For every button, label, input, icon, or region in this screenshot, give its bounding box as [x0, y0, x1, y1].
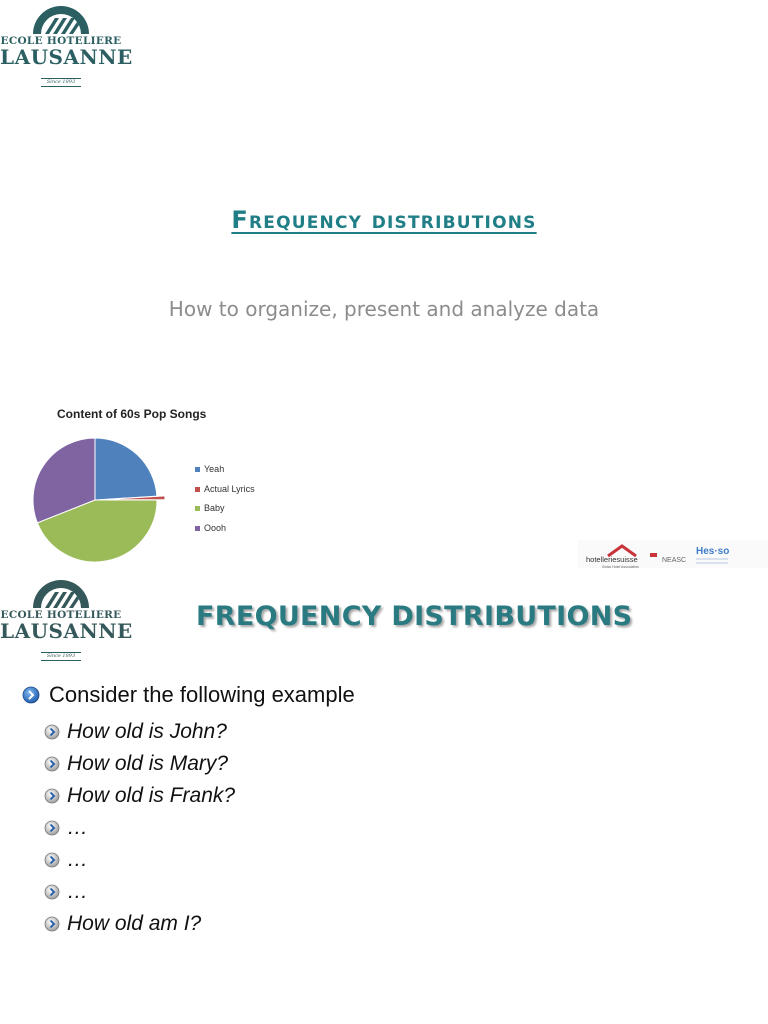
legend-item [195, 503, 255, 523]
partner-label-3: NEASC [662, 557, 687, 564]
pie-plot [31, 438, 171, 568]
sub-bullet-arrow-icon [44, 916, 60, 932]
sub-bullet-arrow-icon [44, 788, 60, 804]
logo-line1: ECOLE HOTELIERE [0, 35, 122, 47]
legend-item [195, 523, 255, 543]
logo-line2: LAUSANNE [0, 619, 133, 643]
sub-bullet-text: How old am I? [67, 912, 202, 935]
sub-bullet-text: … [67, 880, 88, 903]
slide-subtitle: How to organize, present and analyze data [168, 297, 600, 321]
sub-bullet-arrow-icon [44, 724, 60, 740]
sub-bullet-arrow-icon [44, 852, 60, 868]
sub-bullet-item [44, 908, 355, 940]
legend-item [195, 464, 255, 484]
sub-bullet-list [22, 716, 355, 940]
logo-line2: LAUSANNE [0, 45, 133, 69]
slide-heading: FREQUENCY DISTRIBUTIONS [196, 601, 633, 632]
sub-bullet-item [44, 876, 355, 908]
legend-label: Yeah [204, 464, 225, 474]
school-logo [0, 0, 133, 87]
logo-since: Since 1893 [41, 78, 81, 87]
slide-content [0, 568, 768, 1024]
partner-logos [578, 540, 768, 568]
bullet-text: Consider the following example [49, 682, 355, 707]
partner-logos-graphic [578, 540, 768, 568]
partner-label-2: Swiss Hotel Association [602, 565, 639, 568]
logo-since: Since 1893 [41, 652, 81, 661]
bullet-list [22, 680, 355, 940]
sub-bullet-text: How old is John? [67, 720, 227, 743]
partner-label-1: hotelleriesuisse [586, 555, 638, 564]
legend-swatch [195, 467, 200, 472]
sub-bullet-text: … [67, 848, 88, 871]
sub-bullet-arrow-icon [44, 820, 60, 836]
legend-label: Actual Lyrics [204, 483, 255, 494]
chart-legend [195, 464, 255, 542]
logo-arch-icon [29, 574, 93, 610]
legend-swatch [195, 487, 200, 492]
sub-bullet-item [44, 748, 355, 780]
legend-swatch [195, 506, 200, 511]
bullet-item [22, 680, 355, 710]
sub-bullet-text: … [67, 816, 88, 839]
legend-item [195, 484, 255, 504]
sub-bullet-arrow-icon [44, 756, 60, 772]
partner-label-4: Hes·so [696, 546, 730, 557]
school-logo-2 [0, 574, 133, 661]
pie-slice-yeah [95, 438, 157, 500]
logo-arch-icon [29, 0, 93, 36]
legend-label: Baby [204, 503, 225, 513]
sub-bullet-text: How old is Mary? [67, 752, 229, 775]
legend-label: Oooh [204, 522, 227, 533]
slide-title-heading: Frequency distributions [231, 206, 537, 234]
sub-bullet-item [44, 716, 355, 748]
sub-bullet-item [44, 844, 355, 876]
pie-chart [20, 398, 310, 568]
legend-swatch [195, 526, 200, 531]
chart-title: Content of 60s Pop Songs [57, 407, 207, 421]
sub-bullet-arrow-icon [44, 884, 60, 900]
logo-line1: ECOLE HOTELIERE [0, 609, 122, 621]
sub-bullet-text: How old is Frank? [67, 784, 236, 807]
sub-bullet-item [44, 780, 355, 812]
bullet-arrow-icon [22, 686, 40, 704]
sub-bullet-item [44, 812, 355, 844]
